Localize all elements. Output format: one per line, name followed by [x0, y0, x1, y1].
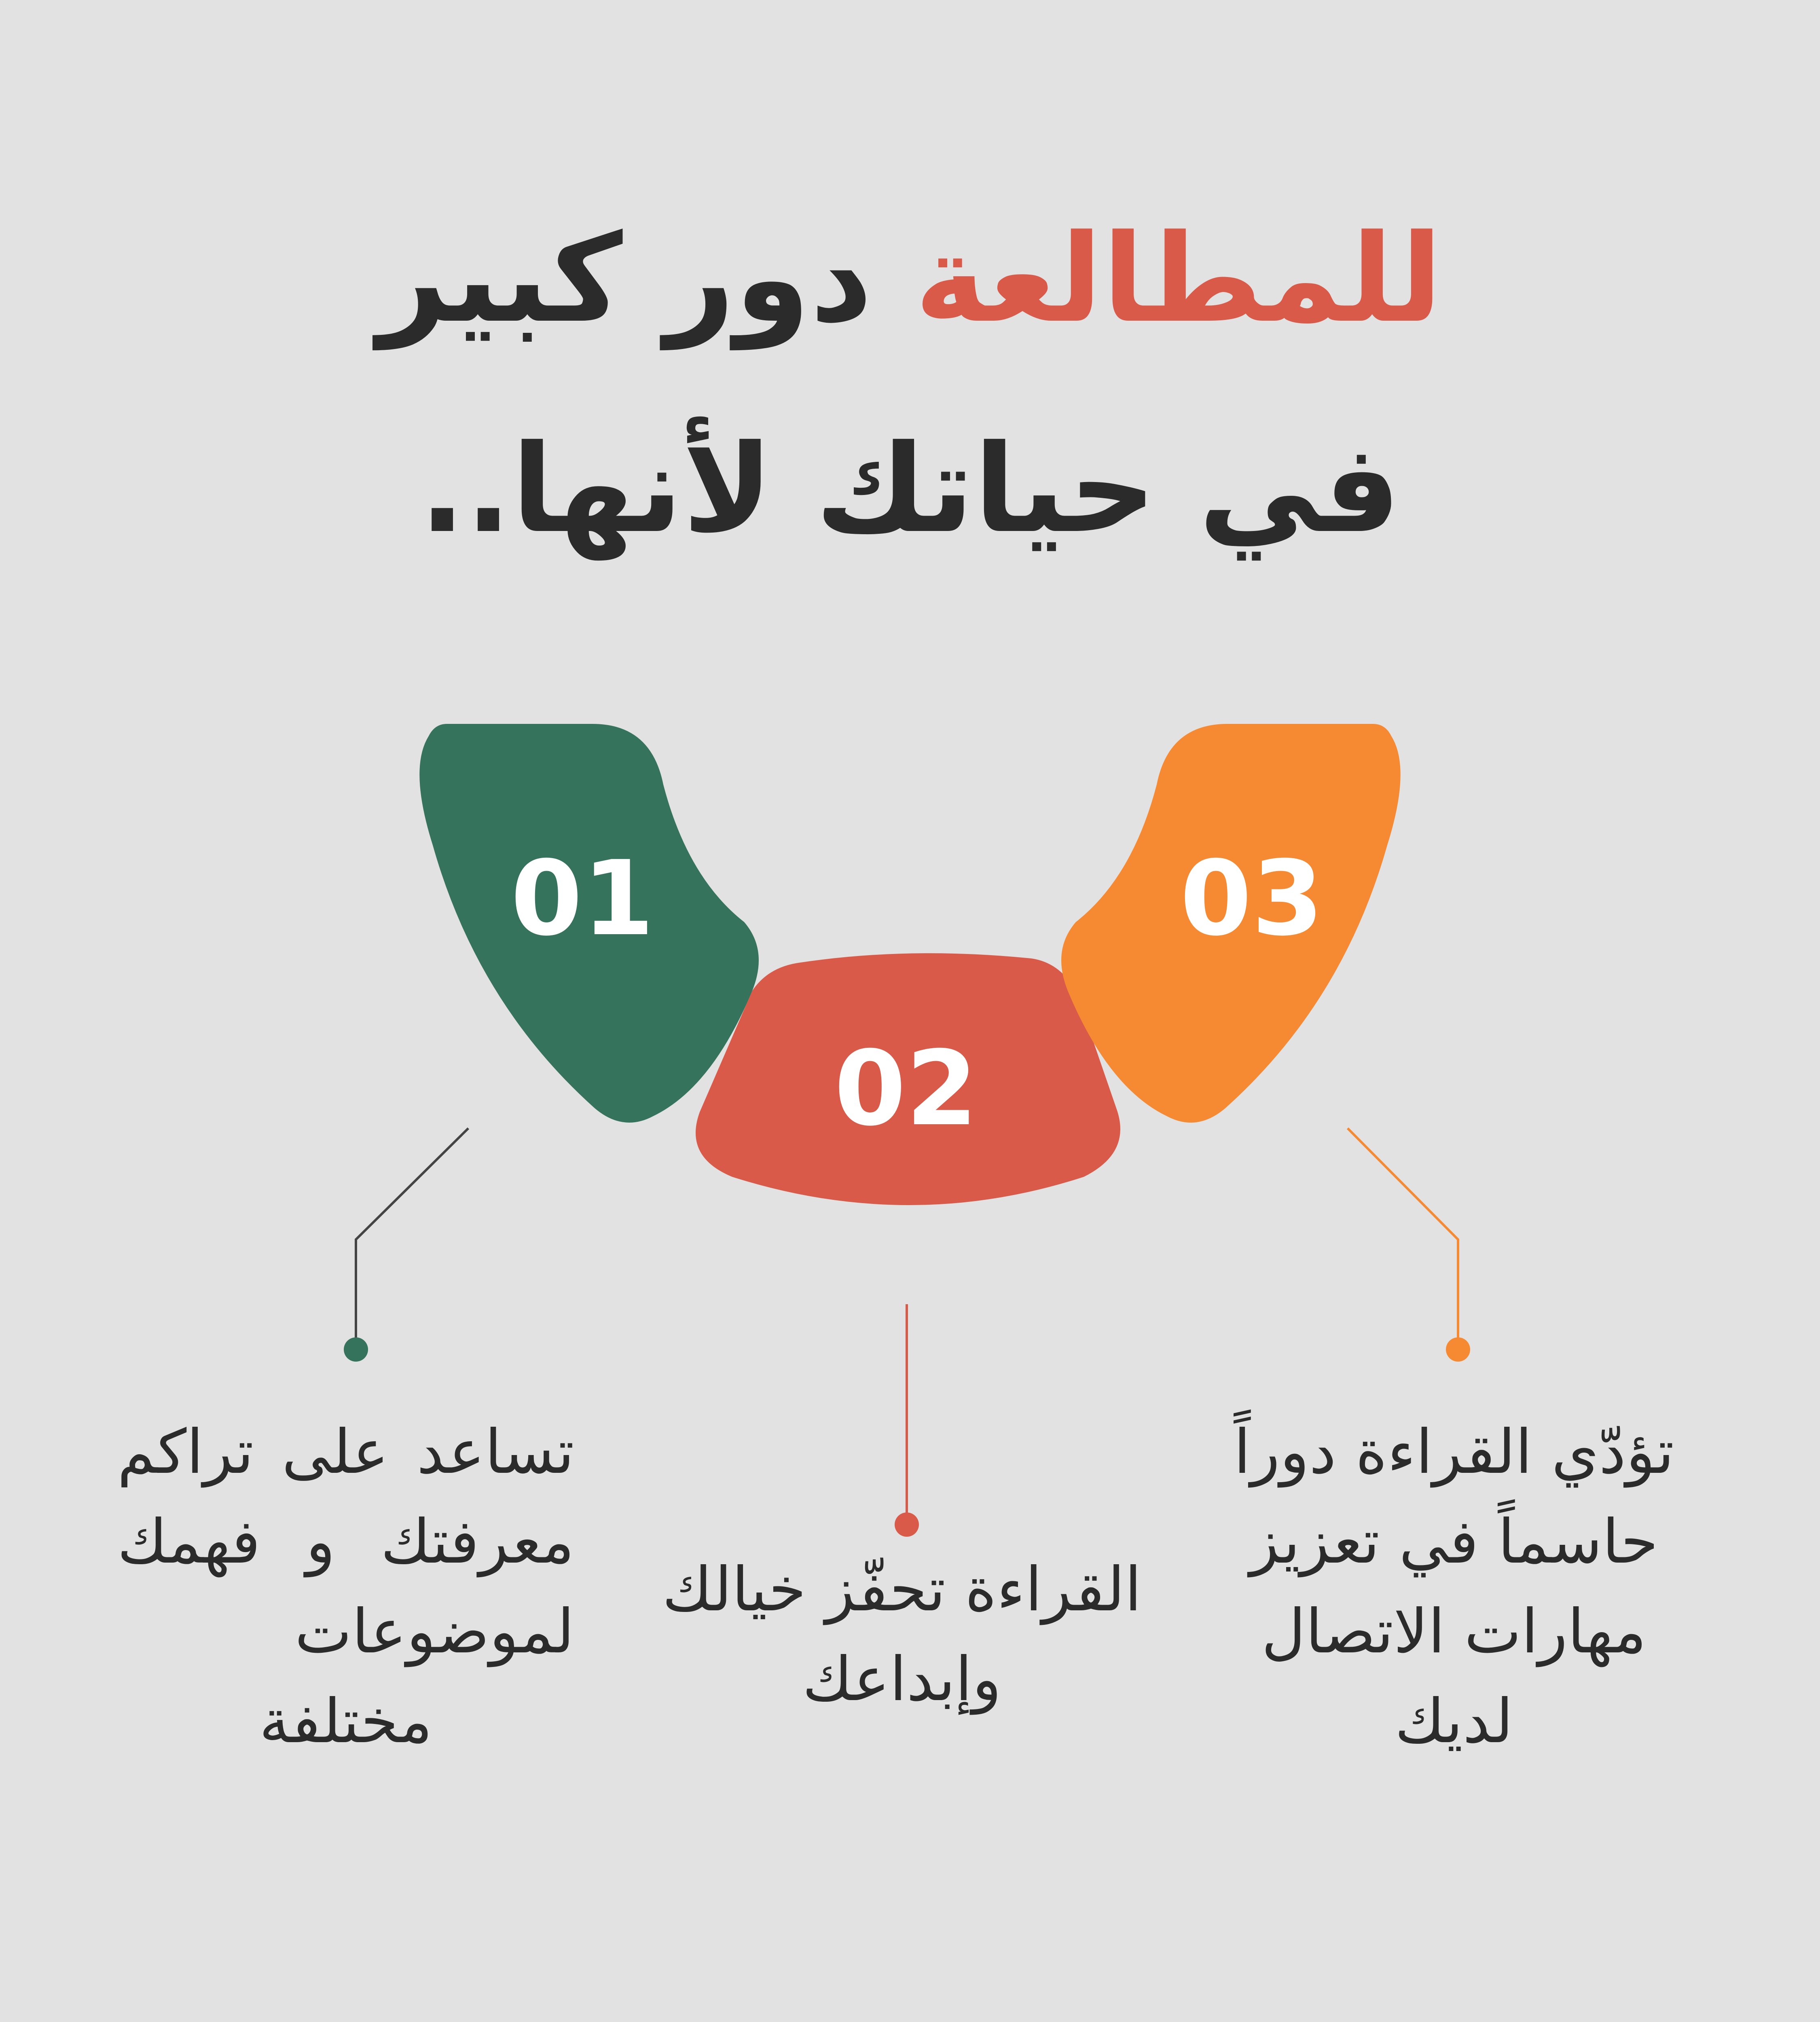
- connector-03: [1348, 1128, 1458, 1347]
- item-02-text: القراءة تحفّز خيالك وإبداعك: [662, 1555, 1142, 1715]
- connector-dot-01: [344, 1337, 368, 1362]
- step-number-03: 03: [1180, 839, 1324, 959]
- item-01-text: تساعد على تراكم معرفتك و فهمك لموضوعات مختلفة: [117, 1417, 574, 1757]
- connector-dot-03: [1446, 1337, 1470, 1362]
- connector-01: [356, 1128, 468, 1347]
- step-number-01: 01: [510, 839, 654, 959]
- item-03-text: تؤدّي القراءة دوراً حاسماً في تعزيز مهارات الاتصال لديك: [1234, 1417, 1674, 1757]
- page-title-line-2: في حياتك لأنها..: [419, 419, 1401, 560]
- title-accent-word: للمطالعة: [914, 208, 1443, 349]
- connector-dot-02: [895, 1512, 919, 1537]
- step-number-02: 02: [834, 1029, 978, 1149]
- title-rest: دور كبير: [377, 208, 873, 349]
